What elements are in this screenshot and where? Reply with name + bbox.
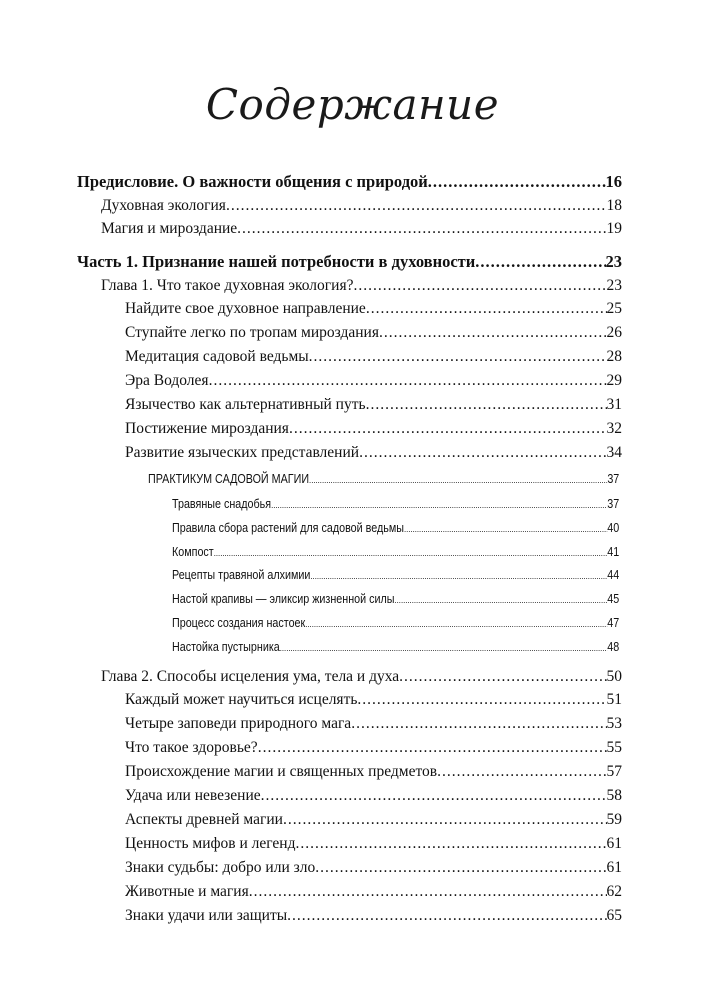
toc-leader-dots	[394, 592, 607, 606]
toc-entry-page: 34	[606, 444, 622, 461]
toc-entry-page: 18	[606, 197, 622, 214]
page-title: Содержание	[205, 80, 500, 129]
toc-leader-dots	[296, 835, 607, 853]
toc-entry-page: 57	[606, 763, 622, 780]
toc-entry-chapter-1[interactable]	[101, 277, 622, 295]
toc-entry-label: Настойка пустырника	[172, 640, 280, 654]
toc-entry-label: Постижение мироздания	[125, 420, 289, 437]
toc-entry[interactable]	[125, 444, 622, 462]
toc-entry-label: Процесс создания настоек	[172, 616, 306, 630]
toc-entry[interactable]	[172, 497, 619, 511]
toc-entry-page: 59	[606, 811, 622, 828]
toc-entry-label: Травяные снадобья	[172, 497, 272, 511]
toc-entry-label: Ступайте легко по тропам мироздания	[125, 324, 379, 341]
toc-leader-dots	[353, 277, 606, 295]
toc-entry[interactable]	[125, 300, 622, 318]
toc-entry-page: 25	[606, 300, 622, 317]
toc-leader-dots	[351, 715, 606, 733]
toc-entry-label: Духовная экология	[101, 197, 226, 214]
toc-entry-chapter-2[interactable]	[101, 668, 622, 686]
toc-entry-page: 45	[607, 592, 620, 606]
toc-entry-label: Что такое здоровье?	[125, 739, 258, 756]
toc-entry[interactable]	[172, 545, 619, 559]
toc-entry-preface[interactable]	[77, 172, 622, 192]
toc-entry-page: 40	[607, 521, 620, 535]
toc-entry-label: Знаки судьбы: добро или зло	[125, 859, 316, 876]
toc-entry[interactable]	[101, 220, 622, 238]
toc-entry-page: 23	[605, 252, 622, 271]
toc-entry[interactable]	[125, 835, 622, 853]
toc-entry[interactable]	[172, 640, 619, 654]
toc-leader-dots	[315, 859, 606, 877]
toc-leader-dots	[359, 444, 606, 462]
toc-entry-label: Компост	[172, 545, 214, 559]
toc-leader-dots	[280, 640, 607, 654]
toc-entry-label: Знаки удачи или защиты	[125, 907, 288, 924]
toc-entry-label: Предисловие. О важности общения с природой	[77, 172, 428, 191]
toc-leader-dots	[305, 616, 607, 630]
toc-leader-dots	[399, 668, 606, 686]
toc-entry-label: Настой крапивы — эликсир жизненной силы	[172, 592, 395, 606]
toc-entry-page: 55	[606, 739, 622, 756]
toc-entry-page: 28	[606, 348, 622, 365]
toc-leader-dots	[271, 497, 607, 511]
toc-entry[interactable]	[172, 568, 619, 582]
toc-leader-dots	[357, 691, 606, 709]
toc-entry-page: 37	[607, 472, 620, 486]
toc-leader-dots	[283, 811, 607, 829]
toc-leader-dots	[366, 300, 607, 318]
toc-entry-label: ПРАКТИКУМ САДОВОЙ МАГИИ	[148, 472, 310, 486]
toc-entry[interactable]	[172, 521, 619, 535]
toc-entry-page: 32	[606, 420, 622, 437]
toc-entry-page: 50	[606, 668, 622, 685]
toc-leader-dots	[310, 568, 607, 582]
toc-leader-dots	[237, 220, 606, 238]
toc-entry-label: Удача или невезение	[125, 787, 261, 804]
toc-leader-dots	[289, 420, 607, 438]
toc-entry-label: Четыре заповеди природного мага	[125, 715, 352, 732]
toc-leader-dots	[261, 787, 607, 805]
toc-entry-label: Магия и мироздание	[101, 220, 238, 237]
toc-entry[interactable]	[125, 420, 622, 438]
toc-entry-page: 26	[606, 324, 622, 341]
toc-entry[interactable]	[172, 616, 619, 630]
toc-entry[interactable]	[125, 763, 622, 781]
toc-entry-page: 44	[607, 568, 620, 582]
toc-entry-page: 37	[607, 497, 620, 511]
toc-entry[interactable]	[125, 715, 622, 733]
toc-leader-dots	[309, 472, 607, 486]
toc-leader-dots	[214, 545, 608, 559]
toc-entry-label: Медитация садовой ведьмы	[125, 348, 309, 365]
toc-entry-page: 29	[606, 372, 622, 389]
toc-leader-dots	[287, 907, 606, 925]
toc-entry[interactable]	[172, 592, 619, 606]
toc-leader-dots	[226, 197, 607, 215]
toc-leader-dots	[428, 172, 606, 192]
toc-leader-dots	[379, 324, 607, 342]
toc-entry-page: 51	[606, 691, 622, 708]
toc-entry-label: Происхождение магии и священных предметов	[125, 763, 438, 780]
toc-entry-page: 61	[606, 835, 622, 852]
toc-leader-dots	[404, 521, 607, 535]
toc-entry-label: Рецепты травяной алхимии	[172, 568, 311, 582]
toc-entry[interactable]	[101, 197, 622, 215]
toc-entry[interactable]	[125, 739, 622, 757]
toc-entry-page: 62	[606, 883, 622, 900]
toc-entry-label: Ценность мифов и легенд	[125, 835, 296, 852]
toc-leader-dots	[366, 396, 607, 414]
toc-entry[interactable]	[125, 883, 622, 901]
toc-entry-label: Глава 1. Что такое духовная экология?	[101, 277, 354, 294]
toc-entry-label: Часть 1. Признание нашей потребности в духовности	[77, 252, 476, 271]
toc-entry-page: 41	[607, 545, 620, 559]
toc-entry[interactable]	[125, 811, 622, 829]
toc-entry-label: Животные и магия	[125, 883, 249, 900]
toc-leader-dots	[209, 372, 607, 390]
toc-entry-page: 47	[607, 616, 620, 630]
toc-entry[interactable]	[125, 859, 622, 877]
toc-entry-page: 48	[607, 640, 620, 654]
toc-leader-dots	[475, 252, 605, 272]
toc-entry[interactable]	[125, 324, 622, 342]
toc-entry-part-1[interactable]	[77, 252, 622, 272]
toc-entry-page: 31	[606, 396, 622, 413]
toc-entry-page: 61	[606, 859, 622, 876]
toc-entry[interactable]	[125, 348, 622, 366]
toc-entry[interactable]	[125, 907, 622, 925]
toc-entry-label: Каждый может научиться исцелять	[125, 691, 358, 708]
toc-entry-page: 65	[606, 907, 622, 924]
toc-leader-dots	[249, 883, 607, 901]
toc-entry-page: 58	[606, 787, 622, 804]
toc-entry-page: 23	[606, 277, 622, 294]
toc-entry-label: Язычество как альтернативный путь	[125, 396, 366, 413]
toc-entry-label: Эра Водолея	[125, 372, 209, 389]
toc-leader-dots	[309, 348, 607, 366]
toc-entry-page: 19	[606, 220, 622, 237]
toc-entry-label: Глава 2. Способы исцеления ума, тела и духа	[101, 668, 400, 685]
toc-entry[interactable]	[125, 691, 622, 709]
toc-entry[interactable]	[125, 396, 622, 414]
toc-entry-page: 53	[606, 715, 622, 732]
toc-entry-label: Развитие языческих представлений	[125, 444, 360, 461]
toc-leader-dots	[437, 763, 606, 781]
toc-entry[interactable]	[125, 372, 622, 390]
toc-leader-dots	[258, 739, 607, 757]
toc-entry-page: 16	[605, 172, 622, 191]
toc-entry[interactable]	[125, 787, 622, 805]
toc-entry-label: Найдите свое духовное направление	[125, 300, 366, 317]
toc-entry-label: Правила сбора растений для садовой ведьмы	[172, 521, 404, 535]
toc-entry-label: Аспекты древней магии	[125, 811, 283, 828]
toc-entry-practicum[interactable]	[148, 472, 619, 486]
